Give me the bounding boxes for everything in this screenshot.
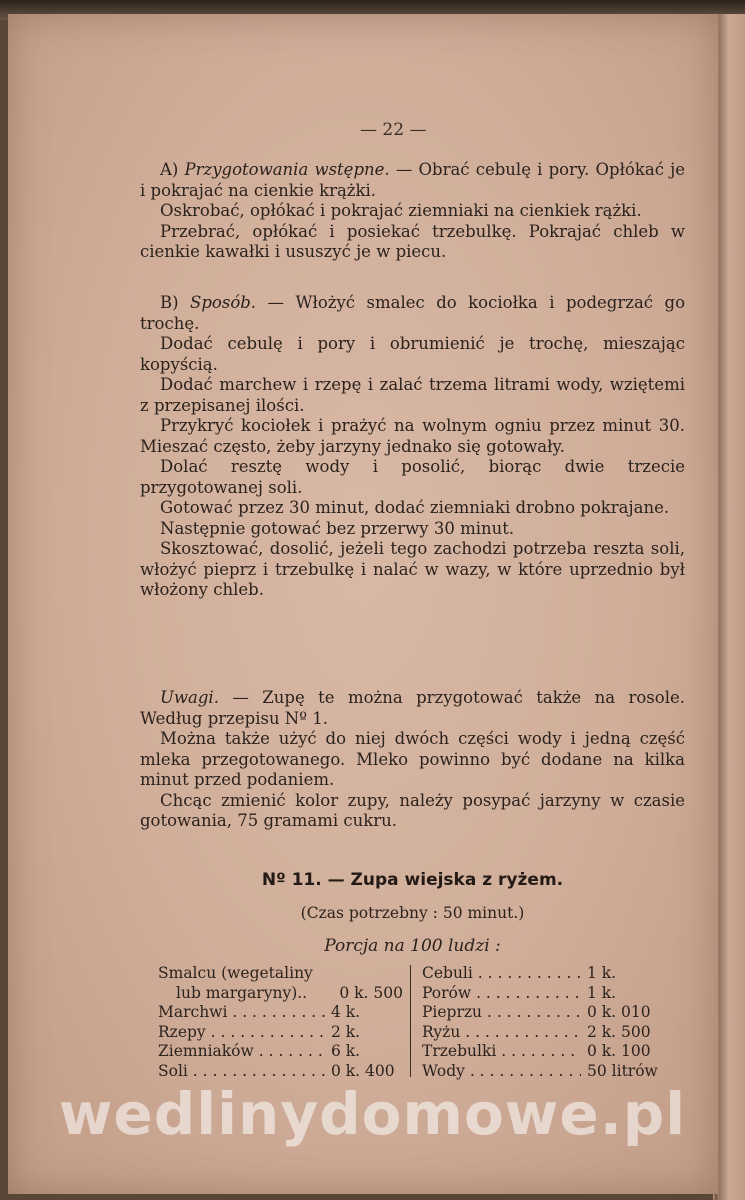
ingredient-row (158, 984, 403, 1004)
watermark: wedlinydomowe.pl (58, 1080, 687, 1148)
adjacent-page-edge (718, 14, 745, 1200)
ingredient-row (158, 1042, 403, 1062)
ingredient-amount: 0 k. 400 (331, 1061, 395, 1080)
remarks-line: Można także użyć do niej dwóch części wody i jedną część mleka przegotowanego. Mleko powinno być dodane na kilka minut przed podaniem. (140, 729, 685, 789)
ingredient-name: Ziemniaków . . . (158, 1042, 325, 1062)
section-a-line: Oskrobać, opłókać i pokrajać ziemniaki na cienkiek rążki. (160, 201, 642, 220)
recipe-portion: Porcja na 100 ludzi : (324, 936, 501, 956)
ingredient-row (422, 1003, 667, 1023)
ingredients-left (158, 964, 403, 1081)
ingredient-amount: 2 k. (331, 1022, 361, 1041)
section-b-line: Przykryć kociołek i prażyć na wolnym ogniu przez minut 30. Mieszać często, żeby jarzyny jednako się gotowały. (140, 416, 685, 456)
recipe-time: (Czas potrzebny : 50 minut.) (300, 904, 525, 922)
remarks-line: Chcąc zmienić kolor zupy, należy posypać jarzyny w czasie gotowania, 75 gramami cukru. (140, 790, 685, 830)
ingredients-right (422, 964, 667, 1081)
page-number: — 22 — (360, 120, 427, 140)
section-b-line: Dodać marchew i rzepę i zalać trzema litrami wody, wziętemi z przepisanej ilości. (140, 375, 685, 415)
section-b-label: B) (160, 293, 179, 312)
ingredient-name: Ryżu . . . (422, 1023, 581, 1043)
ingredient-row (422, 964, 667, 984)
section-b (140, 293, 685, 601)
section-b-line: Skosztować, dosolić, jeżeli tego zachodzi potrzeba reszta soli, włożyć pieprz i trzebulkę i nalać w wazy, w które uprzednio był włożony chleb. (140, 539, 685, 599)
ingredient-amount: 50 litrów (587, 1061, 658, 1080)
ingredient-amount: 1 k. (587, 964, 617, 982)
ingredients-divider (410, 965, 411, 1077)
ingredient-row (422, 1023, 667, 1043)
recipe-title: Nº 11. — Zupa wiejska z ryżem. (261, 870, 564, 890)
ingredient-row (158, 1023, 403, 1043)
section-a-line: Przebrać, opłókać i posiekać trzebulkę. Pokrajać chleb w cienkie kawałki i ususzyć je w piecu. (140, 221, 685, 261)
ingredient-name: Cebuli . . . (422, 964, 581, 984)
section-b-line: Dolać resztę wody i posolić, biorąc dwie trzecie przygotowanej soli. (140, 457, 685, 497)
ingredient-amount (397, 964, 403, 984)
section-b-line: Następnie gotować bez przerwy 30 minut. (160, 518, 515, 538)
ingredient-name: Trzebulki . . . (422, 1042, 581, 1062)
ingredient-name: Wody . . . (422, 1062, 581, 1082)
ingredient-name: Marchwi . . . (158, 1003, 325, 1023)
section-b-line: Dodać cebulę i pory i obrumienić je trochę, mieszając kopyścią. (140, 334, 685, 374)
ingredient-name: Smalcu (wegetaliny (158, 964, 313, 982)
section-b-heading: Sposób. (190, 293, 257, 312)
ingredient-amount: 1 k. (587, 983, 617, 1002)
ingredient-row (422, 1042, 667, 1062)
ingredient-row (422, 984, 667, 1004)
ingredient-amount: 4 k. (331, 1003, 361, 1021)
section-b-line: — Włożyć smalec do kociołka i podegrzać go trochę. (140, 293, 686, 333)
section-b-line: Gotować przez 30 minut, dodać ziemniaki drobno pokrajane. (160, 498, 670, 517)
ingredient-amount: 0 k. 100 (587, 1042, 651, 1060)
ingredient-amount: 0 k. 010 (587, 1003, 651, 1021)
remarks-line: — Zupę te można przygotować także na rosole. Według przepisu Nº 1. (140, 688, 685, 728)
ingredient-row (422, 1062, 667, 1082)
ingredient-row (158, 964, 403, 984)
ingredient-name: Pieprzu . . . (422, 1003, 581, 1023)
ingredient-name: Rzepy . . . (158, 1023, 325, 1043)
section-a (140, 160, 685, 263)
remarks (140, 688, 685, 832)
ingredient-row (158, 1062, 403, 1082)
ingredient-row (158, 1003, 403, 1023)
section-a-heading: Przygotowania wstępne. (184, 160, 390, 179)
ingredient-amount: 2 k. 500 (587, 1022, 651, 1041)
ingredient-name: Porów . . . (422, 984, 581, 1004)
remarks-heading: Uwagi. (160, 688, 219, 707)
section-a-label: A) (160, 160, 179, 179)
section-a-line: — Obrać cebulę i pory. Opłókać je i pokrajać na cienkie krążki. (140, 160, 685, 200)
ingredient-amount: 0 k. 500 (339, 983, 403, 1002)
ingredient-name: lub margaryny).. (176, 983, 308, 1002)
ingredient-amount: 6 k. (331, 1042, 361, 1060)
ingredient-name: Soli . . . (158, 1062, 325, 1082)
